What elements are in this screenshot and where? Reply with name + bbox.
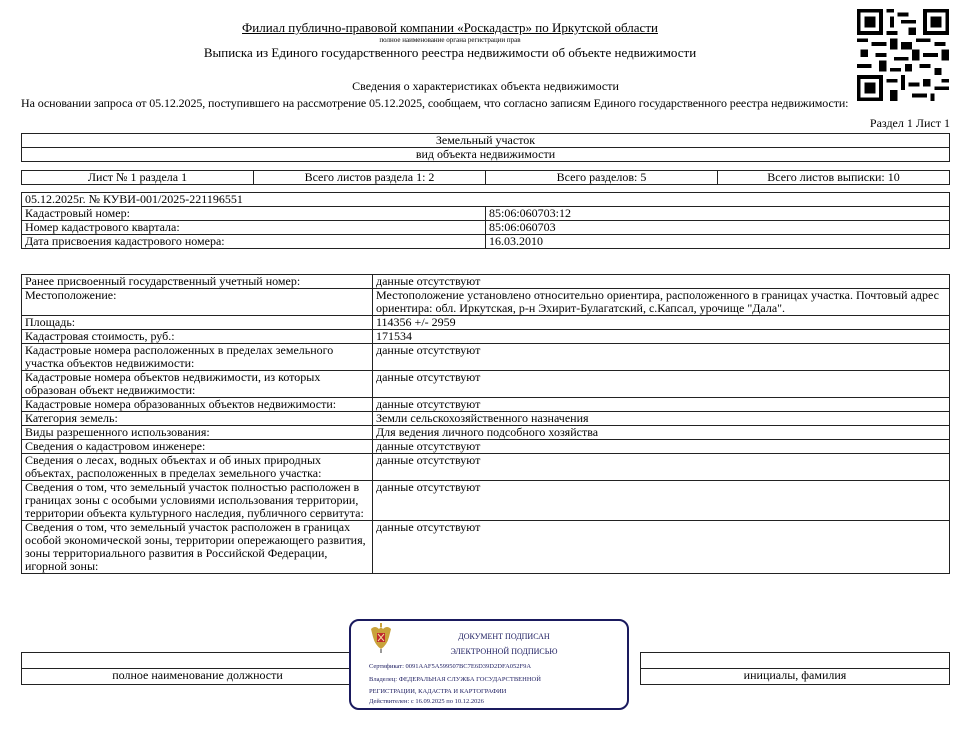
row-label: Сведения о кадастровом инженере: [22, 440, 373, 454]
row-value: 114356 +/- 2959 [373, 316, 950, 330]
table-row [22, 235, 950, 249]
cadastral-number-label: Кадастровый номер: [22, 207, 486, 221]
row-label: Виды разрешенного использования: [22, 426, 373, 440]
row-value: 171534 [373, 330, 950, 344]
stamp-title: ДОКУМЕНТ ПОДПИСАН [458, 632, 550, 641]
position-caption: полное наименование должности [22, 669, 374, 685]
total-sheets: Всего листов выписки: 10 [718, 171, 950, 185]
sheet-info-table [21, 170, 950, 185]
document-title: Выписка из Единого государственного реестра недвижимости об объекте недвижимости [203, 45, 697, 60]
row-label: Ранее присвоенный государственный учетный номер: [22, 275, 373, 289]
electronic-signature-stamp [349, 619, 629, 710]
cadastral-number-value: 85:06:060703:12 [486, 207, 950, 221]
sheets-in-section: Всего листов раздела 1: 2 [254, 171, 486, 185]
stamp-owner-line1: Владелец: ФЕДЕРАЛЬНАЯ СЛУЖБА ГОСУДАРСТВЕННОЙ [369, 676, 541, 683]
table-row [22, 330, 950, 344]
table-row [22, 371, 950, 398]
quarter-number-label: Номер кадастрового квартала: [22, 221, 486, 235]
row-label: Кадастровые номера расположенных в пределах земельного участка объектов недвижимости: [22, 344, 373, 371]
organization-caption: полное наименование органа регистрации прав [379, 36, 521, 44]
row-label: Кадастровая стоимость, руб.: [22, 330, 373, 344]
quarter-number-value: 85:06:060703 [486, 221, 950, 235]
table-row [22, 221, 950, 235]
row-value: данные отсутствуют [373, 521, 950, 574]
table-row [22, 521, 950, 574]
table-row [22, 316, 950, 330]
row-value: данные отсутствуют [373, 454, 950, 481]
table-row [22, 426, 950, 440]
row-value: данные отсутствуют [373, 481, 950, 521]
assignment-date-value: 16.03.2010 [486, 235, 950, 249]
assignment-date-label: Дата присвоения кадастрового номера: [22, 235, 486, 249]
table-row [22, 207, 950, 221]
details-table [21, 274, 950, 574]
name-caption: инициалы, фамилия [641, 669, 950, 685]
row-label: Местоположение: [22, 289, 373, 316]
row-label: Площадь: [22, 316, 373, 330]
table-row [22, 412, 950, 426]
section-sheet-label: Раздел 1 Лист 1 [869, 116, 950, 130]
table-row [22, 481, 950, 521]
table-row [22, 344, 950, 371]
row-value: Для ведения личного подсобного хозяйства [373, 426, 950, 440]
stamp-validity: Действителен: с 16.09.2025 по 10.12.2026 [369, 698, 484, 705]
object-type-value: Земельный участок [22, 134, 950, 148]
row-value: данные отсутствуют [373, 371, 950, 398]
row-label: Категория земель: [22, 412, 373, 426]
object-type-caption: вид объекта недвижимости [22, 148, 950, 162]
stamp-owner-line2: РЕГИСТРАЦИИ, КАДАСТРА И КАРТОГРАФИИ [369, 688, 507, 695]
row-label: Кадастровые номера образованных объектов недвижимости: [22, 398, 373, 412]
row-value: данные отсутствуют [373, 344, 950, 371]
table-row [22, 289, 950, 316]
table-row [22, 275, 950, 289]
row-value: данные отсутствуют [373, 440, 950, 454]
record-id: 05.12.2025г. № КУВИ-001/2025-221196551 [22, 193, 950, 207]
object-type-table [21, 133, 950, 162]
qr-code-icon [857, 9, 949, 101]
row-label: Сведения о том, что земельный участок расположен в границах особой экономической зоны, территории опережающего развития, зоны территориального развития в Российской Федерации, игорной зоны: [22, 521, 373, 574]
stamp-certificate: Сертификат: 0091AAF5A599507BC7E6D39D2DFA052F9A [369, 663, 532, 670]
row-label: Сведения о лесах, водных объектах и об иных природных объектах, расположенных в пределах земельного участка: [22, 454, 373, 481]
sheet-number: Лист № 1 раздела 1 [22, 171, 254, 185]
table-row [22, 398, 950, 412]
row-label: Кадастровые номера объектов недвижимости, из которых образован объект недвижимости: [22, 371, 373, 398]
row-value: Местоположение установлено относительно ориентира, расположенного в границах участка. Почтовый адрес ориентира: обл. Иркутская, р-н Эхирит-Булагатский, с.Капсал, урочище "Дала". [373, 289, 950, 316]
organization-name: Филиал публично-правовой компании «Роскадастр» по Иркутской области [242, 20, 658, 35]
stamp-subtitle: ЭЛЕКТРОННОЙ ПОДПИСЬЮ [450, 647, 558, 656]
table-row [22, 440, 950, 454]
row-value: Земли сельскохозяйственного назначения [373, 412, 950, 426]
basic-info-table [21, 192, 950, 249]
row-label: Сведения о том, что земельный участок полностью расположен в границах зоны с особыми условиями использования территории, территории объекта культурного наследия, публичного сервитута: [22, 481, 373, 521]
intro-text: На основании запроса от 05.12.2025, поступившего на рассмотрение 05.12.2025, сообщаем, что согласно записям Единого государственного реестра недвижимости: [21, 96, 849, 110]
row-value: данные отсутствуют [373, 398, 950, 412]
table-row [22, 454, 950, 481]
row-value: данные отсутствуют [373, 275, 950, 289]
section-title: Сведения о характеристиках объекта недвижимости [352, 79, 619, 93]
position-cell [22, 653, 374, 669]
total-sections: Всего разделов: 5 [486, 171, 718, 185]
name-cell [641, 653, 950, 669]
